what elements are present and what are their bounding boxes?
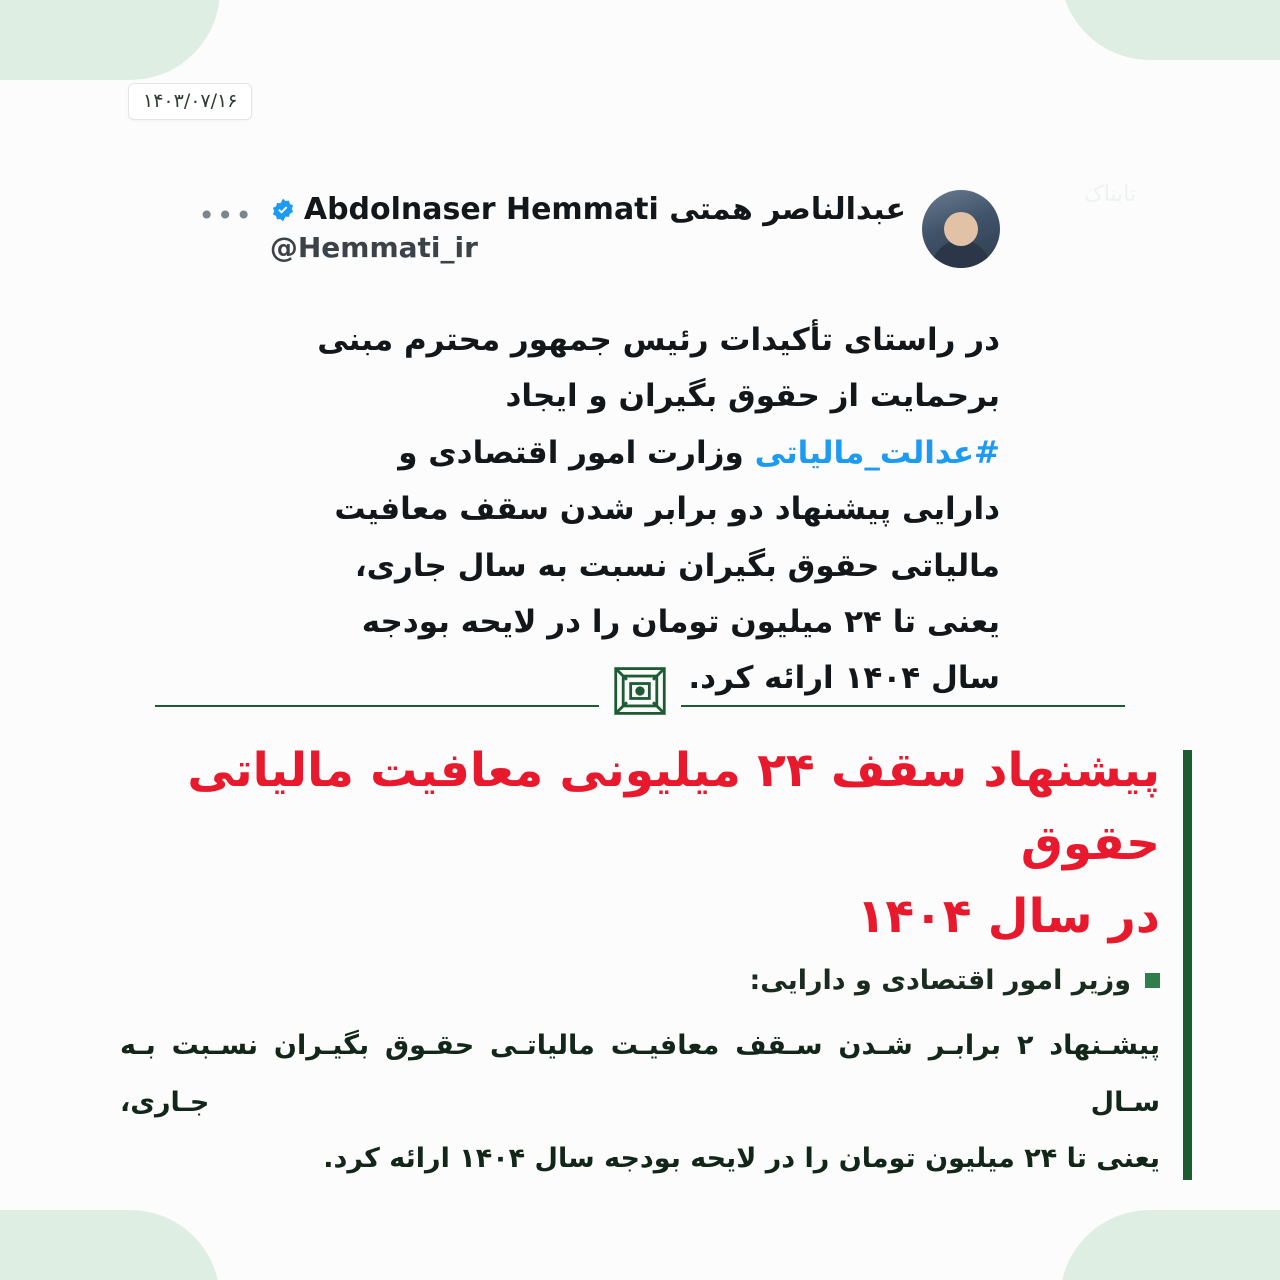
verified-badge-icon xyxy=(270,197,296,223)
corner-decoration-top-left xyxy=(0,0,220,80)
corner-decoration-bottom-right xyxy=(1060,1210,1280,1280)
accent-bar xyxy=(1183,750,1192,1180)
date-badge: ۱۴۰۳/۰۷/۱۶ xyxy=(128,83,252,120)
tweet-card xyxy=(198,190,1000,707)
tweet-body-rest: وزارت امور اقتصادی و دارایی پیشنهاد دو برابر شدن سقف معافیت مالیاتی حقوق بگیران نسبت به سال جاری، یعنی تا ۲۴ میلیون تومان را در لایحه بودجه سال ۱۴۰۴ ارائه کرد. xyxy=(334,434,1000,697)
persian-knot-ornament-icon xyxy=(599,655,681,727)
summary-subheading xyxy=(120,965,1160,996)
summary-paragraph-last-line: یعنی تا ۲۴ میلیون تومان را در لایحه بودجه سال ۱۴۰۴ ارائه کرد. xyxy=(323,1143,1160,1175)
summary-paragraph xyxy=(120,1018,1160,1188)
headline-line-2: در سال ۱۴۰۴ xyxy=(856,888,1160,944)
tweet-body-line2-prefix: برحمایت از حقوق بگیران و ایجاد xyxy=(505,378,1000,415)
summary-paragraph-main: پیشـنهاد ۲ برابـر شـدن سـقف معافیـت مالیاتـی حقـوق بگیـران نسـبت بـه سـال جـاری، xyxy=(120,1030,1160,1118)
hashtag-link[interactable]: #عدالت_مالیاتی xyxy=(754,434,1000,471)
summary-subheading-text: وزیر امور اقتصادی و دارایی: xyxy=(749,965,1131,996)
tweet-display-name: عبدالناصر همتی Abdolnaser Hemmati xyxy=(303,192,906,227)
tweet-body-line1: در راستای تأکیدات رئیس جمهور محترم مبنی xyxy=(317,322,1000,358)
tweet-name-row xyxy=(270,192,906,227)
tweet-body xyxy=(300,312,1000,707)
headline-line-1: پیشنهاد سقف ۲۴ میلیونی معافیت مالیاتی حقوق xyxy=(187,743,1160,871)
tweet-identity xyxy=(270,190,906,264)
tweet-header xyxy=(198,190,1000,268)
avatar xyxy=(922,190,1000,268)
corner-decoration-top-right xyxy=(1060,0,1280,60)
page-title xyxy=(120,735,1160,954)
corner-decoration-bottom-left xyxy=(0,1210,220,1280)
more-options-icon[interactable]: ••• xyxy=(198,199,254,232)
watermark: تابناک xyxy=(1084,182,1136,207)
square-bullet-icon xyxy=(1145,973,1160,988)
tweet-handle[interactable]: @Hemmati_ir xyxy=(269,231,478,264)
